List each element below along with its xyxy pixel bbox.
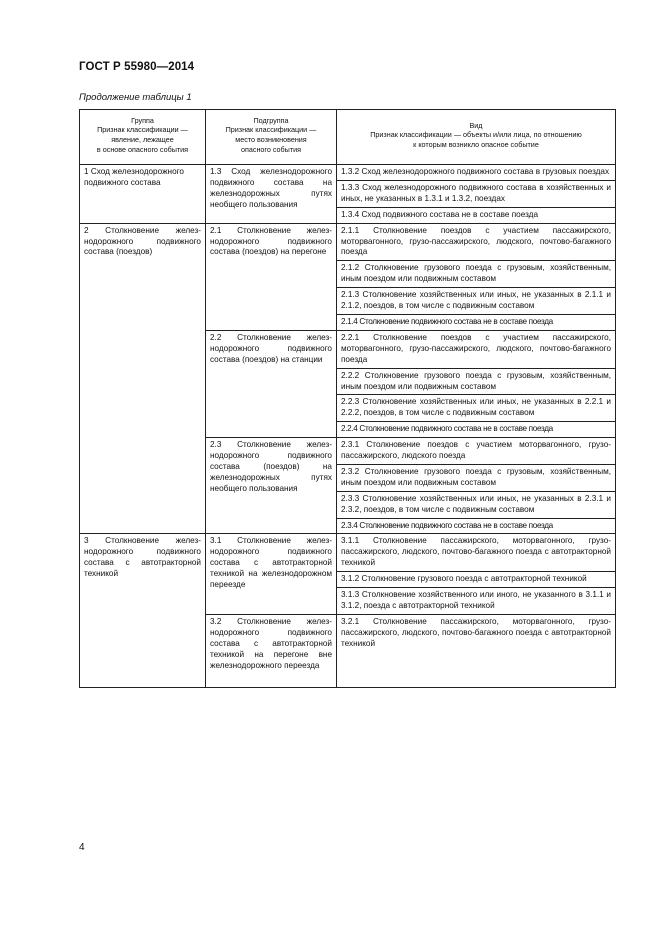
kind-cell: 2.2.2 Столкновение грузового поезда с грузовым, хозяйственным, иным поездом или подвижным составом — [337, 368, 616, 395]
kind-cell: 3.1.1 Столкновение пассажирского, моторвагонного, грузо-пассажирского, людского, почтово-багажного поезда с автотракторной техникой — [337, 534, 616, 572]
group-cell: 3 Столкновение железнодорожного подвижного состава с автотракторной техникой — [80, 534, 206, 687]
kind-cell: 2.1.4 Столкновение подвижного состава не в составе поезда — [337, 314, 616, 330]
header-line: Группа — [131, 115, 154, 125]
kind-cell: 1.3.2 Сход железнодорожного подвижного состава в грузовых поездах — [337, 165, 616, 181]
kind-cell: 1.3.3 Сход железнодорожного подвижного состава в хозяйственных и иных, не указанных в 1.3.1 и 1.3.2, поездах — [337, 180, 616, 207]
header-line: в основе опасного события — [96, 144, 189, 154]
header-line: Признак классификации — — [97, 125, 188, 135]
kind-cell: 3.2.1 Столкновение пассажирского, моторвагонного, грузо-пассажирского, людского, почтово-багажного поезда с автотракторной техникой — [337, 614, 616, 687]
classification-table — [79, 109, 616, 688]
header-line: опасного события — [240, 144, 302, 154]
kind-cell: 1.3.4 Сход подвижного состава не в составе поезда — [337, 207, 616, 223]
kind-cell: 2.3.4 Столкновение подвижного состава не в составе поезда — [337, 518, 616, 534]
kind-cell: 3.1.2 Столкновение грузового поезда с автотракторной техникой — [337, 572, 616, 588]
kind-cell: 3.1.3 Столкновение хозяйственного или иного, не указанного в 3.1.1 и 3.1.2, поезда с автотракторной техникой — [337, 588, 616, 615]
kind-cell: 2.2.3 Столкновение хозяйственных или иных, не указанных в 2.2.1 и 2.2.2, поездов, в том числе с подвижным составом — [337, 395, 616, 422]
kind-cell: 2.2.4 Столкновение подвижного состава не в составе поезда — [337, 422, 616, 438]
header-line: явление, лежащее — [111, 135, 174, 144]
header-line: Вид — [469, 120, 483, 130]
page-number: 4 — [79, 842, 85, 853]
kind-cell: 2.3.1 Столкновение поездов с участием моторвагонного, грузо-пассажирского, людского поезда — [337, 438, 616, 465]
subgroup-cell: 1.3 Сход железнодорожного подвижного состава на железнодорожных путях необщего пользования — [206, 165, 337, 224]
table-row — [80, 223, 616, 261]
kind-cell: 2.1.3 Столкновение хозяйственных или иных, не указанных в 2.1.1 и 2.1.2, поездов, в том числе с подвижным составом — [337, 288, 616, 315]
kind-cell: 2.3.3 Столкновение хозяйственных или иных, не указанных в 2.3.1 и 2.3.2, поездов, в том числе с подвижным составом — [337, 491, 616, 518]
kind-cell: 2.3.2 Столкновение грузового поезда с грузовым, хозяйственным, иным поездом или подвижным составом — [337, 464, 616, 491]
header-subgroup — [206, 110, 337, 165]
subgroup-cell: 2.1 Столкновение железнодорожного подвижного состава (поездов) на перегоне — [206, 223, 337, 330]
subgroup-cell: 3.1 Столкновение железнодорожного подвижного состава с автотракторной техникой на железнодорожном переезде — [206, 534, 337, 614]
header-group — [80, 110, 206, 165]
kind-cell: 2.1.2 Столкновение грузового поезда с грузовым, хозяйственным, иным поездом или подвижным составом — [337, 261, 616, 288]
header-kind — [337, 110, 616, 165]
header-line: Признак классификации — — [225, 125, 317, 135]
kind-cell: 2.1.1 Столкновение поездов с участием пассажирского, моторвагонного, грузо-пассажирского, людского, почтово-багажного поезда — [337, 223, 616, 261]
header-line: к которым возникло опасное событие — [413, 139, 539, 149]
table-row — [80, 534, 616, 572]
table-caption: Продолжение таблицы 1 — [79, 92, 192, 103]
group-cell: 1 Сход железнодорожного подвижного состава — [80, 165, 206, 224]
group-cell: 2 Столкновение железнодорожного подвижного состава (поездов) — [80, 223, 206, 534]
table-row — [80, 165, 616, 181]
header-line: Признак классификации — объекты и/или лица, по отношению — [370, 130, 582, 140]
kind-cell: 2.2.1 Столкновение поездов с участием пассажирского, моторвагонного, грузо-пассажирского, людского, почтово-багажного поезда — [337, 330, 616, 368]
table-header-row — [80, 110, 616, 165]
subgroup-cell: 2.3 Столкновение железнодорожного подвижного состава (поездов) на железнодорожных путях необщего пользования — [206, 438, 337, 534]
subgroup-cell: 3.2 Столкновение железнодорожного подвижного состава с автотракторной техникой на перегоне вне железнодорожного переезда — [206, 614, 337, 687]
subgroup-cell: 2.2 Столкновение железнодорожного подвижного состава (поездов) на станции — [206, 330, 337, 437]
document-title: ГОСТ Р 55980—2014 — [79, 61, 195, 73]
header-line: Подгруппа — [253, 115, 289, 125]
header-line: место возникновения — [235, 135, 307, 144]
